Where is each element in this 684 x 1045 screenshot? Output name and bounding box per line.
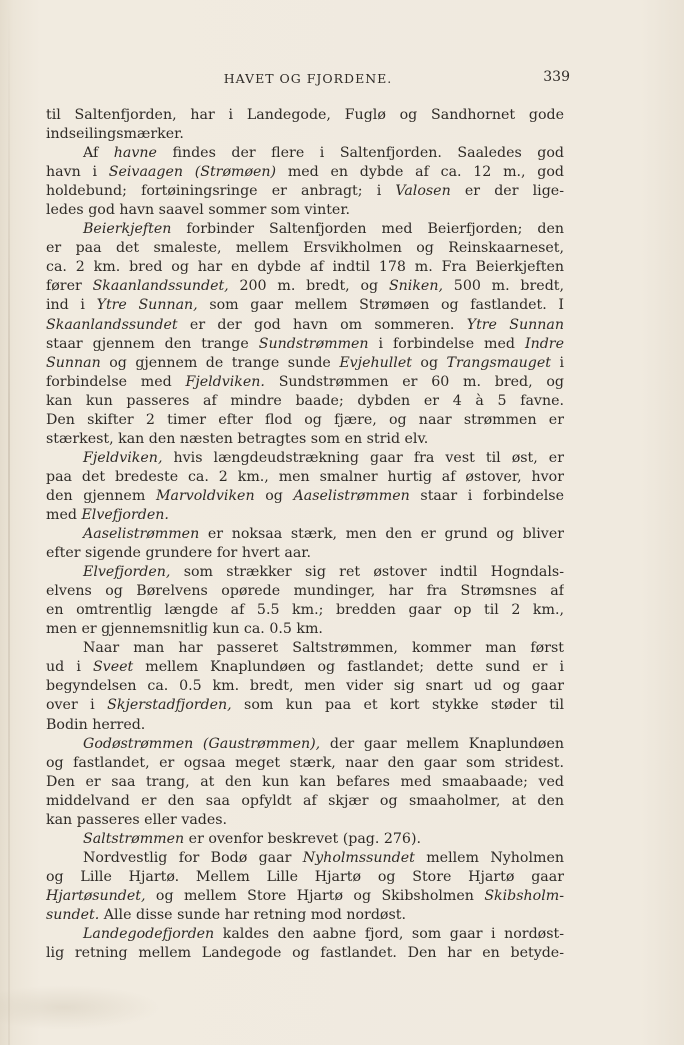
text-segment: og fastlandet, er ogsaa meget stærk, naar den gaar som stridest. — [46, 754, 564, 771]
text-segment: ind i — [46, 297, 97, 314]
text-segment: som gaar mellem Strømøen og fastlandet. I — [197, 297, 564, 314]
text-line — [46, 144, 564, 163]
text-segment: havn i — [46, 164, 109, 181]
text-segment: Den skifter 2 timer efter flod og fjære, og naar strømmen er — [46, 411, 564, 428]
italic-place-name: Evjehullet — [339, 354, 412, 371]
text-line — [46, 258, 564, 277]
text-line — [46, 220, 564, 239]
text-segment: og Lille Hjartø. Mellem Lille Hjartø og Store Hjartø gaar — [46, 868, 564, 885]
italic-place-name: Skjerstadfjorden, — [107, 697, 232, 714]
page-number: 339 — [543, 69, 570, 85]
text-line — [46, 601, 564, 620]
text-segment: Den er saa trang, at den kun kan befares med smaabaade; ved — [46, 773, 564, 790]
text-segment: stærkest, kan den næsten betragtes som en strid elv. — [46, 430, 429, 447]
text-segment: Alle disse sunde har retning mod nordøst. — [99, 906, 406, 923]
text-segment: i — [550, 354, 564, 371]
paper-stain — [0, 985, 160, 1030]
text-line — [46, 163, 564, 182]
text-line — [46, 696, 564, 715]
text-segment: forbinder Saltenfjorden med Beierfjorden; den — [171, 221, 564, 238]
italic-place-name: Seivaagen (Strømøen) — [108, 164, 277, 181]
text-segment: elvens og Børelvens opørede mundinger, har fra Strømsnes af — [46, 583, 564, 600]
page-header — [46, 69, 570, 89]
text-line — [46, 373, 564, 392]
italic-place-name: Elvefjorden. — [81, 506, 169, 523]
text-line — [46, 525, 564, 544]
text-segment: og — [254, 487, 294, 504]
text-segment: Sundstrømmen er 60 m. bred, og — [264, 373, 564, 390]
text-segment: den gjennem — [46, 487, 156, 504]
text-line — [46, 239, 564, 258]
italic-place-name: Sundstrømmen — [258, 335, 369, 352]
italic-place-name: Skaanlandssundet, — [92, 278, 229, 295]
text-line — [46, 735, 564, 754]
running-title: HAVET OG FJORDENE. — [223, 71, 393, 86]
text-segment: der gaar mellem Knaplundøen — [320, 735, 564, 752]
text-line — [46, 106, 564, 125]
text-segment: holdebund; fortøiningsringe er anbragt; i — [46, 183, 396, 200]
italic-place-name: Valosen — [395, 183, 451, 200]
text-segment: begyndelsen ca. 0.5 km. bredt, men vider sig snart ud og gaar — [46, 678, 564, 695]
italic-place-name: Aaselistrømmen — [293, 487, 410, 504]
text-line — [46, 125, 564, 144]
text-line — [46, 277, 564, 296]
text-line — [46, 658, 564, 677]
text-segment: en omtrentlig længde af 5.5 km.; bredden gaar op til 2 km., — [46, 602, 564, 619]
text-segment: paa det bredeste ca. 2 km., men smalner hurtig af østover, hvor — [46, 468, 564, 485]
text-segment: kan kun passeres af mindre baade; dybden er 4 à 5 favne. — [46, 392, 564, 409]
text-segment: ledes god havn saavel sommer som vinter. — [46, 202, 351, 219]
text-segment: indseilingsmærker. — [46, 126, 184, 143]
text-segment: middelvand er den saa opfyldt af skjær og smaaholmer, at den — [46, 792, 564, 809]
text-line — [46, 716, 564, 735]
text-segment: 200 m. bredt, og — [228, 278, 389, 295]
text-segment: Naar man har passeret Saltstrømmen, kommer man først — [83, 640, 564, 657]
italic-place-name: Fjeldviken, — [83, 449, 163, 466]
text-segment: og mellem Store Hjartø og Skibsholmen — [145, 887, 485, 904]
text-line — [46, 354, 564, 373]
text-segment: forbindelse med — [46, 373, 186, 390]
italic-place-name: Nyholmssundet — [302, 849, 415, 866]
text-segment: staar gjennem den trange — [46, 335, 259, 352]
italic-place-name: Sniken, — [388, 278, 443, 295]
italic-place-name: Trangsmauget — [446, 354, 551, 371]
italic-place-name: havne — [113, 145, 157, 162]
text-segment: over i — [46, 697, 108, 714]
text-segment: Bodin herred. — [46, 716, 146, 733]
italic-place-name: Fjeldviken. — [185, 373, 265, 390]
italic-place-name: sundet. — [46, 906, 100, 923]
italic-place-name: Hjartøsundet, — [46, 887, 146, 904]
italic-place-name: Landegodefjorden — [83, 926, 215, 943]
text-segment: som strækker sig ret østover indtil Hogndals- — [170, 564, 564, 581]
italic-place-name: Skaanlandssundet — [46, 316, 178, 333]
italic-place-name: Godøstrømmen (Gaustrømmen), — [83, 735, 321, 752]
italic-place-name: Sunnan — [46, 354, 101, 371]
text-line — [46, 849, 564, 868]
text-line — [46, 811, 564, 830]
italic-place-name: Ytre Sunnan — [466, 316, 564, 333]
text-line — [46, 468, 564, 487]
text-segment: til Saltenfjorden, har i Landegode, Fuglø og Sandhornet gode — [46, 107, 564, 123]
text-segment: kaldes den aabne fjord, som gaar i nordøst- — [214, 926, 564, 943]
text-line — [46, 544, 564, 563]
text-line — [46, 639, 564, 658]
text-segment: med — [46, 506, 82, 523]
text-segment: med en dybde af ca. 12 m., god — [276, 164, 564, 181]
page-gutter — [8, 0, 10, 1045]
text-segment: er noksaa stærk, men den er grund og bliver — [199, 526, 564, 543]
text-line — [46, 868, 564, 887]
text-line — [46, 792, 564, 811]
text-segment: staar i forbindelse — [409, 487, 564, 504]
italic-place-name: Indre — [524, 335, 564, 352]
italic-place-name: Ytre Sunnan, — [96, 297, 198, 314]
text-line — [46, 506, 564, 525]
text-segment: i forbindelse med — [368, 335, 525, 352]
text-segment: kan passeres eller vades. — [46, 811, 228, 828]
text-line — [46, 335, 564, 354]
text-line — [46, 906, 564, 925]
text-segment: er ovenfor beskrevet (pag. 276). — [184, 830, 422, 847]
text-line — [46, 563, 564, 582]
text-segment: findes der flere i Saltenfjorden. Saaledes god — [156, 145, 564, 162]
text-segment: Nordvestlig for Bodø gaar — [83, 849, 303, 866]
text-segment: efter sigende grundere for hvert aar. — [46, 545, 312, 562]
text-line — [46, 296, 564, 315]
text-segment: Af — [83, 145, 114, 162]
text-segment: mellem Nyholmen — [414, 849, 564, 866]
italic-place-name: Sveet — [92, 659, 134, 676]
text-line — [46, 182, 564, 201]
text-line — [46, 430, 564, 449]
text-line — [46, 449, 564, 468]
text-segment: men er gjennemsnitlig kun ca. 0.5 km. — [46, 621, 323, 638]
text-line — [46, 487, 564, 506]
text-line — [46, 201, 564, 220]
text-line — [46, 582, 564, 601]
text-segment: er der lige- — [450, 183, 564, 200]
text-segment: ud i — [46, 659, 93, 676]
text-segment: er paa det smaleste, mellem Ersvikholmen og Reinskaarneset, — [46, 240, 564, 257]
body-text — [46, 106, 564, 963]
text-line — [46, 830, 564, 849]
italic-place-name: Elvefjorden, — [83, 564, 171, 581]
italic-place-name: Aaselistrømmen — [83, 526, 200, 543]
text-line — [46, 411, 564, 430]
text-segment: hvis længdeudstrækning gaar fra vest til øst, er — [162, 449, 564, 466]
text-segment: som kun paa et kort stykke støder til — [231, 697, 564, 714]
text-line — [46, 773, 564, 792]
text-segment: fører — [46, 278, 93, 295]
italic-place-name: Beierkjeften — [83, 221, 172, 238]
italic-place-name: Skibsholm- — [484, 887, 564, 904]
text-line — [46, 620, 564, 639]
text-segment: ca. 2 km. bred og har en dybde af indtil 178 m. Fra Beierkjeften — [46, 259, 564, 276]
text-segment: og — [411, 354, 447, 371]
text-segment: mellem Knaplundøen og fastlandet; dette sund er i — [133, 659, 564, 676]
text-segment: lig retning mellem Landegode og fastlandet. Den har en betyde- — [46, 945, 564, 962]
text-line — [46, 392, 564, 411]
italic-place-name: Saltstrømmen — [83, 830, 185, 847]
text-segment: 500 m. bredt, — [442, 278, 564, 295]
text-line — [46, 677, 564, 696]
text-segment: er der god havn om sommeren. — [177, 316, 467, 333]
text-line — [46, 925, 564, 944]
text-segment: og gjennem de trange sunde — [100, 354, 340, 371]
text-line — [46, 754, 564, 773]
text-line — [46, 887, 564, 906]
italic-place-name: Marvoldviken — [155, 487, 255, 504]
text-line — [46, 944, 564, 963]
text-line — [46, 316, 564, 335]
